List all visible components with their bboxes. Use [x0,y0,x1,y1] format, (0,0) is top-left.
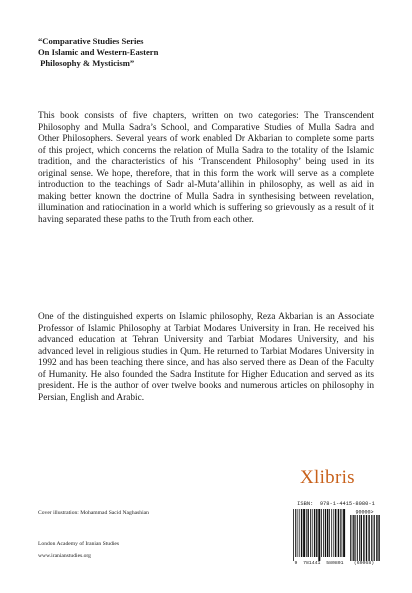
barcode-bar [301,509,302,557]
barcode-addon-bar [359,515,360,561]
barcode-bar [312,509,313,557]
barcode-addon-bar [353,515,354,561]
series-title-line: “Comparative Studies Series [38,36,144,46]
barcode-addon-bar [350,515,351,561]
publisher-website: www.iranianstudies.org [38,553,91,559]
barcode-bar [338,509,339,557]
barcode-bar [323,509,324,557]
isbn-label: ISBN: 978-1-4415-8080-1 [297,501,375,507]
book-blurb: This book consists of five chapters, written on two categories: The Transcendent Philosophy and Mulla Sadra’s School, and Comparative Studies of Mulla Sadra and Other Philosophers. Several years of work enabled Dr Akbarian to complete some parts of this project, which concerns the relation of Mulla Sadra to the totality of the Islamic tradition, and the characteristics of his ‘Transcendent Philosophy’ being used in its original sense. We hope, therefore, that in this form the work will serve as a complete introduction to the teachings of Sadr al-Muta’allihin in philosophy, as well as aid in making better known the doctrine of Mulla Sadra in synthesising between revelation, illumination and ratiocination in a world which is suffering so grievously as a result of it having separated these paths to the Truth from each other. [38,111,374,225]
barcode-addon-bar [376,515,377,561]
barcode-bar [293,509,294,561]
barcode-bar [297,509,298,557]
barcode-addon-bar [368,515,369,561]
barcode-addon-bar [374,515,375,561]
barcode-addon-bar [378,515,379,561]
publisher-logo-text: Xlibris [300,467,355,488]
barcode-bar [310,509,311,557]
series-title-line: Philosophy & Mysticism” [38,58,135,68]
barcode-bar [299,509,300,557]
barcode-bar [314,509,315,557]
price-code: 90000> [355,509,374,516]
barcode-bar [318,509,320,561]
barcode-bar [321,509,322,557]
barcode-bar [331,509,332,557]
barcode-graphic [292,509,380,561]
barcode-bars [292,509,380,561]
barcode-bar [306,509,307,557]
barcode-bar [295,509,296,557]
barcode-main-digits: 9 781441 580801 [294,561,344,566]
barcode-addon-bar [363,515,364,561]
barcode-addon-bar [366,515,367,561]
barcode-bar [343,509,345,557]
barcode-bar [342,509,343,557]
barcode-bar [325,509,326,557]
barcode-block [292,501,380,571]
author-bio: One of the distinguished experts on Islamic philosophy, Reza Akbarian is an Associate Professor of Islamic Philosophy at Tarbiat Modares University in Iran. He received his advanced education at Tehran University and Tarbiat Modares University, and his advanced level in religious studies in Qum. He returned to Tarbiat Modares University in 1992 and has been teaching there since, and has also served there as Dean of the Faculty of Humanity. He also founded the Sadra Institute for Higher Education and served as its president. He is the author of over twelve books and numerous articles on philosophy in Persian, English and Arabic. [38,312,374,403]
barcode-addon-bar [371,515,372,561]
barcode-bar [308,509,309,557]
publisher-name: London Academy of Iranian Studies [38,541,120,547]
barcode-bar [327,509,328,557]
barcode-addon-bar [361,515,362,561]
barcode-addon-bar [373,515,374,561]
barcode-addon-bar [355,515,356,561]
barcode-addon-bar [352,515,353,561]
barcode-bar [335,509,336,557]
barcode-bar [303,509,305,557]
barcode-addon-bar [357,515,358,561]
barcode-bar [316,509,317,557]
barcode-bar [329,509,330,557]
barcode-bar [340,509,341,557]
cover-credit: Cover illustration: Mohammad Sacid Naghashian [38,510,149,516]
barcode-bar [333,509,334,557]
barcode-addon-digits: (69068) [353,561,375,566]
series-title-line: On Islamic and Western-Eastern [38,47,159,57]
publisher-logo [300,467,380,489]
series-title [38,36,278,69]
